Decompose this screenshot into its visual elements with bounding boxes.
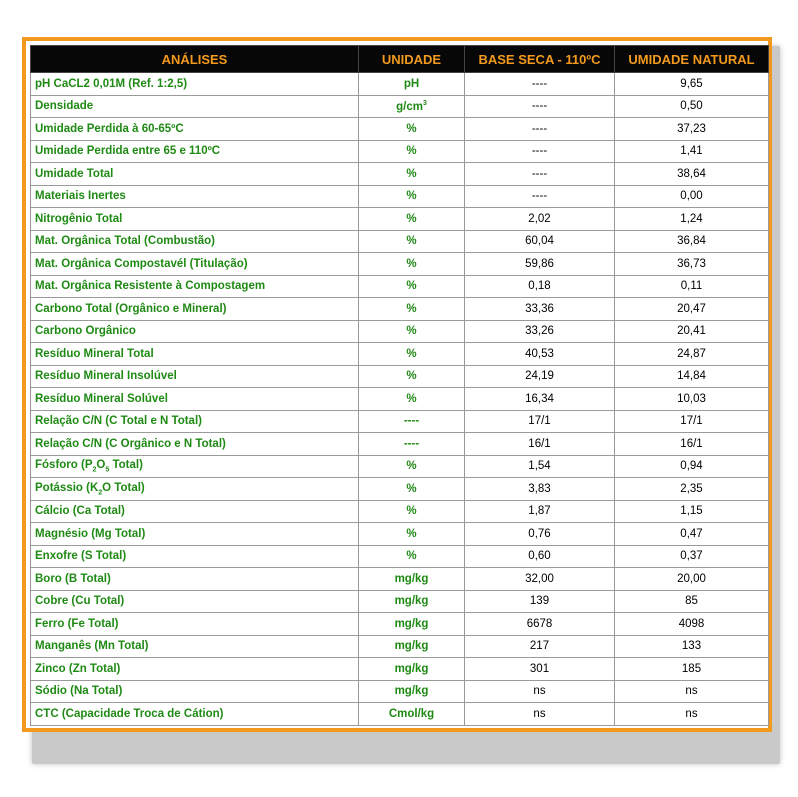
cell-base-seca: ---- bbox=[465, 163, 615, 186]
cell-unidade: % bbox=[359, 275, 465, 298]
cell-analise: Manganês (Mn Total) bbox=[31, 635, 359, 658]
cell-base-seca: 33,26 bbox=[465, 320, 615, 343]
cell-umidade-natural: 1,15 bbox=[615, 500, 769, 523]
cell-umidade-natural: 20,47 bbox=[615, 298, 769, 321]
cell-base-seca: ---- bbox=[465, 118, 615, 141]
table-row bbox=[31, 140, 769, 163]
cell-umidade-natural: 14,84 bbox=[615, 365, 769, 388]
table-row bbox=[31, 275, 769, 298]
table-row bbox=[31, 410, 769, 433]
table-row bbox=[31, 230, 769, 253]
header-umidade-natural: UMIDADE NATURAL bbox=[615, 46, 769, 73]
cell-unidade: % bbox=[359, 500, 465, 523]
cell-base-seca: 32,00 bbox=[465, 568, 615, 591]
cell-base-seca: 139 bbox=[465, 590, 615, 613]
cell-analise: Carbono Total (Orgânico e Mineral) bbox=[31, 298, 359, 321]
cell-base-seca: 60,04 bbox=[465, 230, 615, 253]
cell-umidade-natural: 20,00 bbox=[615, 568, 769, 591]
cell-analise: CTC (Capacidade Troca de Cátion) bbox=[31, 703, 359, 726]
cell-umidade-natural: 2,35 bbox=[615, 478, 769, 501]
cell-analise: Relação C/N (C Orgânico e N Total) bbox=[31, 433, 359, 456]
table-row bbox=[31, 455, 769, 478]
cell-unidade: ---- bbox=[359, 433, 465, 456]
table-row bbox=[31, 523, 769, 546]
cell-analise: Nitrogênio Total bbox=[31, 208, 359, 231]
cell-unidade: % bbox=[359, 523, 465, 546]
cell-unidade: % bbox=[359, 253, 465, 276]
cell-unidade: pH bbox=[359, 73, 465, 96]
cell-umidade-natural: 36,84 bbox=[615, 230, 769, 253]
cell-unidade: % bbox=[359, 230, 465, 253]
cell-unidade: % bbox=[359, 478, 465, 501]
cell-unidade: mg/kg bbox=[359, 658, 465, 681]
cell-unidade: mg/kg bbox=[359, 635, 465, 658]
cell-analise: Potássio ($K_2O$ Total) bbox=[31, 478, 359, 501]
cell-base-seca: 1,87 bbox=[465, 500, 615, 523]
table-row bbox=[31, 253, 769, 276]
cell-umidade-natural: 20,41 bbox=[615, 320, 769, 343]
cell-base-seca: 0,18 bbox=[465, 275, 615, 298]
cell-umidade-natural: 9,65 bbox=[615, 73, 769, 96]
cell-unidade: % bbox=[359, 545, 465, 568]
cell-base-seca: ns bbox=[465, 703, 615, 726]
cell-analise: Cobre (Cu Total) bbox=[31, 590, 359, 613]
cell-base-seca: 3,83 bbox=[465, 478, 615, 501]
table-row bbox=[31, 478, 769, 501]
table-row bbox=[31, 703, 769, 726]
cell-umidade-natural: 24,87 bbox=[615, 343, 769, 366]
cell-analise: Umidade Perdida à 60-65ºC bbox=[31, 118, 359, 141]
table-row bbox=[31, 500, 769, 523]
cell-base-seca: 2,02 bbox=[465, 208, 615, 231]
cell-umidade-natural: 85 bbox=[615, 590, 769, 613]
table-row bbox=[31, 73, 769, 96]
table-row bbox=[31, 163, 769, 186]
cell-umidade-natural: 0,00 bbox=[615, 185, 769, 208]
table-row bbox=[31, 185, 769, 208]
analysis-table-frame bbox=[22, 37, 772, 732]
table-row bbox=[31, 365, 769, 388]
cell-unidade: % bbox=[359, 140, 465, 163]
cell-umidade-natural: 17/1 bbox=[615, 410, 769, 433]
cell-analise: Resíduo Mineral Total bbox=[31, 343, 359, 366]
table-row bbox=[31, 613, 769, 636]
cell-analise: Umidade Perdida entre 65 e 110ºC bbox=[31, 140, 359, 163]
table-row bbox=[31, 208, 769, 231]
table-row bbox=[31, 320, 769, 343]
cell-analise: Umidade Total bbox=[31, 163, 359, 186]
cell-unidade: ---- bbox=[359, 410, 465, 433]
cell-base-seca: ns bbox=[465, 680, 615, 703]
cell-analise: Magnésio (Mg Total) bbox=[31, 523, 359, 546]
cell-unidade: % bbox=[359, 320, 465, 343]
cell-umidade-natural: 16/1 bbox=[615, 433, 769, 456]
cell-base-seca: 16,34 bbox=[465, 388, 615, 411]
cell-base-seca: 59,86 bbox=[465, 253, 615, 276]
cell-umidade-natural: 10,03 bbox=[615, 388, 769, 411]
cell-base-seca: 217 bbox=[465, 635, 615, 658]
cell-base-seca: 33,36 bbox=[465, 298, 615, 321]
cell-unidade: % bbox=[359, 185, 465, 208]
cell-base-seca: ---- bbox=[465, 73, 615, 96]
cell-umidade-natural: 0,50 bbox=[615, 95, 769, 118]
cell-analise: Mat. Orgânica Compostavél (Titulação) bbox=[31, 253, 359, 276]
cell-umidade-natural: 1,41 bbox=[615, 140, 769, 163]
cell-analise: Zinco (Zn Total) bbox=[31, 658, 359, 681]
cell-unidade: % bbox=[359, 298, 465, 321]
cell-base-seca: 0,60 bbox=[465, 545, 615, 568]
cell-analise: Boro (B Total) bbox=[31, 568, 359, 591]
header-base-seca: BASE SECA - 110ºC bbox=[465, 46, 615, 73]
table-row bbox=[31, 298, 769, 321]
cell-base-seca: 17/1 bbox=[465, 410, 615, 433]
table-row bbox=[31, 568, 769, 591]
cell-analise: Relação C/N (C Total e N Total) bbox=[31, 410, 359, 433]
cell-analise: Densidade bbox=[31, 95, 359, 118]
cell-analise: Mat. Orgânica Total (Combustão) bbox=[31, 230, 359, 253]
cell-analise: Enxofre (S Total) bbox=[31, 545, 359, 568]
cell-umidade-natural: 0,11 bbox=[615, 275, 769, 298]
cell-unidade: mg/kg bbox=[359, 590, 465, 613]
cell-unidade: mg/kg bbox=[359, 680, 465, 703]
table-row bbox=[31, 635, 769, 658]
table-row bbox=[31, 95, 769, 118]
cell-base-seca: 0,76 bbox=[465, 523, 615, 546]
table-row bbox=[31, 658, 769, 681]
cell-analise: Materiais Inertes bbox=[31, 185, 359, 208]
cell-base-seca: 40,53 bbox=[465, 343, 615, 366]
header-unidade: UNIDADE bbox=[359, 46, 465, 73]
table-row bbox=[31, 545, 769, 568]
cell-umidade-natural: 38,64 bbox=[615, 163, 769, 186]
cell-analise: Sódio (Na Total) bbox=[31, 680, 359, 703]
cell-unidade: mg/kg bbox=[359, 613, 465, 636]
cell-base-seca: 24,19 bbox=[465, 365, 615, 388]
cell-base-seca: 16/1 bbox=[465, 433, 615, 456]
table-row bbox=[31, 343, 769, 366]
cell-umidade-natural: 133 bbox=[615, 635, 769, 658]
cell-umidade-natural: 185 bbox=[615, 658, 769, 681]
cell-umidade-natural: 1,24 bbox=[615, 208, 769, 231]
cell-base-seca: 1,54 bbox=[465, 455, 615, 478]
cell-unidade: Cmol/kg bbox=[359, 703, 465, 726]
table-row bbox=[31, 590, 769, 613]
cell-umidade-natural: 0,37 bbox=[615, 545, 769, 568]
cell-unidade: % bbox=[359, 118, 465, 141]
table-header-row bbox=[31, 46, 769, 73]
cell-unidade: % bbox=[359, 343, 465, 366]
cell-unidade: % bbox=[359, 163, 465, 186]
table-row bbox=[31, 388, 769, 411]
table-row bbox=[31, 118, 769, 141]
cell-analise: Carbono Orgânico bbox=[31, 320, 359, 343]
table-row bbox=[31, 433, 769, 456]
cell-base-seca: ---- bbox=[465, 140, 615, 163]
cell-unidade: % bbox=[359, 388, 465, 411]
cell-base-seca: 301 bbox=[465, 658, 615, 681]
cell-analise: pH CaCL2 0,01M (Ref. 1:2,5) bbox=[31, 73, 359, 96]
cell-unidade: $g/cm^3$ bbox=[359, 95, 465, 118]
cell-umidade-natural: 4098 bbox=[615, 613, 769, 636]
cell-umidade-natural: 37,23 bbox=[615, 118, 769, 141]
cell-umidade-natural: ns bbox=[615, 680, 769, 703]
cell-analise: Resíduo Mineral Insolúvel bbox=[31, 365, 359, 388]
header-analises: ANÁLISES bbox=[31, 46, 359, 73]
cell-umidade-natural: 36,73 bbox=[615, 253, 769, 276]
cell-analise: Ferro (Fe Total) bbox=[31, 613, 359, 636]
analysis-table bbox=[30, 45, 769, 726]
cell-unidade: % bbox=[359, 455, 465, 478]
cell-unidade: mg/kg bbox=[359, 568, 465, 591]
cell-analise: Resíduo Mineral Solúvel bbox=[31, 388, 359, 411]
cell-base-seca: 6678 bbox=[465, 613, 615, 636]
cell-analise: Cálcio (Ca Total) bbox=[31, 500, 359, 523]
cell-unidade: % bbox=[359, 208, 465, 231]
cell-umidade-natural: 0,94 bbox=[615, 455, 769, 478]
cell-analise: Fósforo ($P_2O_5$ Total) bbox=[31, 455, 359, 478]
cell-umidade-natural: 0,47 bbox=[615, 523, 769, 546]
table-row bbox=[31, 680, 769, 703]
cell-unidade: % bbox=[359, 365, 465, 388]
cell-umidade-natural: ns bbox=[615, 703, 769, 726]
cell-analise: Mat. Orgânica Resistente à Compostagem bbox=[31, 275, 359, 298]
cell-base-seca: ---- bbox=[465, 95, 615, 118]
cell-base-seca: ---- bbox=[465, 185, 615, 208]
table-body bbox=[31, 73, 769, 726]
